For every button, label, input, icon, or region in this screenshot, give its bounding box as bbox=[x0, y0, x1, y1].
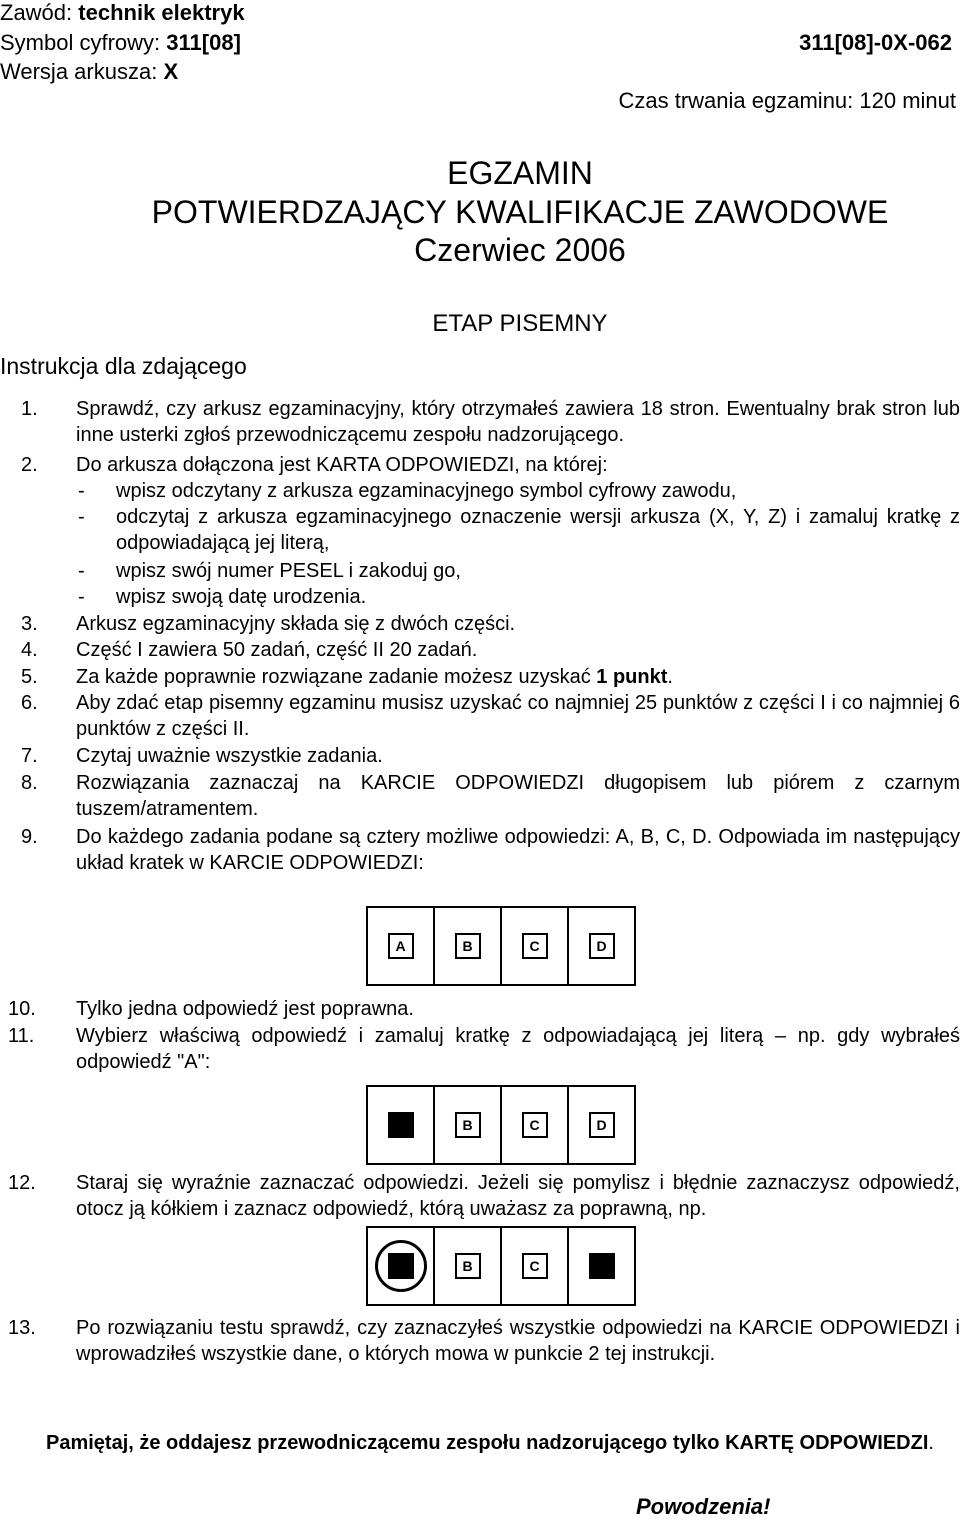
grid-cell-c bbox=[502, 1087, 569, 1163]
title-line-1: EGZAMIN bbox=[447, 155, 593, 191]
grid-cell-b bbox=[435, 1087, 502, 1163]
answer-box-b: B bbox=[455, 1253, 481, 1279]
answer-box-a: A bbox=[388, 933, 414, 959]
item-1-number: 1. bbox=[21, 398, 38, 420]
item-4-number: 4. bbox=[21, 639, 38, 661]
item-10-text: Tylko jedna odpowiedź jest poprawna. bbox=[76, 998, 414, 1020]
exam-code: 311[08]-0X-062 bbox=[799, 30, 952, 55]
reminder-note bbox=[46, 1430, 960, 1456]
item-12-text: Staraj się wyraźnie zaznaczać odpowiedzi. Jeżeli się pomylisz i błędnie zaznaczysz odpowiedź, otocz ją kółkiem i zaznacz odpowiedź, którą uważasz za poprawną, np. bbox=[76, 1172, 960, 1220]
answer-grid-example bbox=[366, 906, 636, 986]
zawod-value: technik elektryk bbox=[78, 0, 245, 25]
item-9-text: Do każdego zadania podane są cztery możliwe odpowiedzi: A, B, C, D. Odpowiada im następujący układ kratek w KARCIE ODPOWIEDZI: bbox=[76, 826, 960, 874]
item-13-text: Po rozwiązaniu testu sprawdź, czy zaznaczyłeś wszystkie odpowiedzi na KARCIE ODPOWIEDZI i wprowadziłeś wszystkie dane, o których mowa w punkcie 2 tej instrukcji. bbox=[76, 1317, 960, 1365]
instrukcja-heading: Instrukcja dla zdającego bbox=[0, 353, 247, 379]
title-line-2: POTWIERDZAJĄCY KWALIFIKACJE ZAWODOWE bbox=[151, 194, 889, 230]
item-11-text: Wybierz właściwą odpowiedź i zamaluj kratkę z odpowiadającą jej literą – np. gdy wybrałeś odpowiedź "A": bbox=[76, 1025, 960, 1073]
zawod-label: Zawód: bbox=[0, 0, 73, 25]
item-5-points: 1 punkt bbox=[596, 666, 668, 688]
correction-circle bbox=[375, 1240, 427, 1292]
grid-cell-c bbox=[502, 908, 569, 984]
grid-cell-d bbox=[569, 908, 634, 984]
grid-cell-c bbox=[502, 1228, 569, 1304]
exam-duration: Czas trwania egzaminu: 120 minut bbox=[618, 88, 956, 113]
item-6-text: Aby zdać etap pisemny egzaminu musisz uzyskać co najmniej 25 punktów z części I i co najmniej 6 punktów z części II. bbox=[76, 692, 960, 740]
item-11-number: 11. bbox=[8, 1025, 35, 1047]
grid-cell-b bbox=[435, 1228, 502, 1304]
title-line-3: Czerwiec 2006 bbox=[414, 232, 626, 268]
answer-box-d-filled: D bbox=[589, 1253, 615, 1279]
grid-cell-a bbox=[368, 1228, 435, 1304]
answer-grid-filled-example bbox=[366, 1085, 636, 1165]
item-2d-text: wpisz swoją datę urodzenia. bbox=[116, 586, 367, 608]
item-5-text-a: Za każde poprawnie rozwiązane zadanie możesz uzyskać bbox=[76, 666, 597, 688]
item-2b-dash: - bbox=[78, 506, 85, 528]
item-1-text: Sprawdź, czy arkusz egzaminacyjny, który otrzymałeś zawiera 18 stron. Ewentualny brak stron lub inne usterki zgłoś przewodniczącemu zespołu nadzorującego. bbox=[76, 398, 960, 446]
grid-cell-a bbox=[368, 908, 435, 984]
answer-box-d: D bbox=[589, 933, 615, 959]
wersja-line bbox=[0, 59, 178, 85]
answer-box-d: D bbox=[589, 1112, 615, 1138]
grid-cell-d bbox=[569, 1087, 634, 1163]
answer-box-b: B bbox=[455, 1112, 481, 1138]
grid-cell-a bbox=[368, 1087, 435, 1163]
item-12-number: 12. bbox=[8, 1172, 36, 1194]
item-8-text: Rozwiązania zaznaczaj na KARCIE ODPOWIEDZI długopisem lub piórem z czarnym tuszem/atramentem. bbox=[76, 772, 960, 820]
item-6-number: 6. bbox=[21, 692, 38, 714]
item-7-number: 7. bbox=[21, 745, 38, 767]
item-2b-text: odczytaj z arkusza egzaminacyjnego oznaczenie wersji arkusza (X, Y, Z) i zamaluj kratkę z odpowiadającą jej literą, bbox=[116, 506, 960, 554]
answer-box-c: C bbox=[522, 1112, 548, 1138]
grid-cell-b bbox=[435, 908, 502, 984]
answer-box-a-filled: A bbox=[388, 1253, 414, 1279]
wersja-value: X bbox=[163, 59, 179, 84]
item-8-number: 8. bbox=[21, 772, 38, 794]
item-2a-dash: - bbox=[78, 480, 85, 502]
item-5-text bbox=[76, 664, 960, 690]
answer-box-b: B bbox=[455, 933, 481, 959]
item-2c-text: wpisz swój numer PESEL i zakoduj go, bbox=[116, 560, 461, 582]
item-10-number: 10. bbox=[8, 998, 36, 1020]
symbol-line bbox=[0, 30, 241, 56]
answer-box-c: C bbox=[522, 933, 548, 959]
etap-pisemny: ETAP PISEMNY bbox=[432, 310, 608, 337]
answer-box-c: C bbox=[522, 1253, 548, 1279]
zawod-line bbox=[0, 0, 245, 26]
symbol-label: Symbol cyfrowy: bbox=[0, 30, 161, 55]
item-2d-dash: - bbox=[78, 586, 85, 608]
item-2-number: 2. bbox=[21, 454, 38, 476]
answer-box-a-filled: A bbox=[388, 1112, 414, 1138]
item-2a-text: wpisz odczytany z arkusza egzaminacyjnego symbol cyfrowy zawodu, bbox=[116, 480, 737, 502]
item-2-text: Do arkusza dołączona jest KARTA ODPOWIEDZI, na której: bbox=[76, 454, 608, 476]
item-2c-dash: - bbox=[78, 560, 85, 582]
item-13-number: 13. bbox=[8, 1317, 36, 1339]
symbol-value: 311[08] bbox=[166, 30, 241, 55]
good-luck: Powodzenia! bbox=[636, 1494, 771, 1519]
item-3-number: 3. bbox=[21, 613, 38, 635]
item-7-text: Czytaj uważnie wszystkie zadania. bbox=[76, 745, 383, 767]
grid-cell-d bbox=[569, 1228, 634, 1304]
item-4-text: Część I zawiera 50 zadań, część II 20 zadań. bbox=[76, 639, 478, 661]
item-5-text-c: . bbox=[667, 666, 673, 688]
reminder-end: . bbox=[928, 1432, 934, 1454]
item-3-text: Arkusz egzaminacyjny składa się z dwóch części. bbox=[76, 613, 516, 635]
answer-grid-correction-example bbox=[366, 1226, 636, 1306]
item-5-number: 5. bbox=[21, 666, 38, 688]
wersja-label: Wersja arkusza: bbox=[0, 59, 158, 84]
reminder-bold: Pamiętaj, że oddajesz przewodniczącemu zespołu nadzorującego tylko KARTĘ ODPOWIEDZI bbox=[46, 1432, 929, 1454]
item-9-number: 9. bbox=[21, 826, 38, 848]
